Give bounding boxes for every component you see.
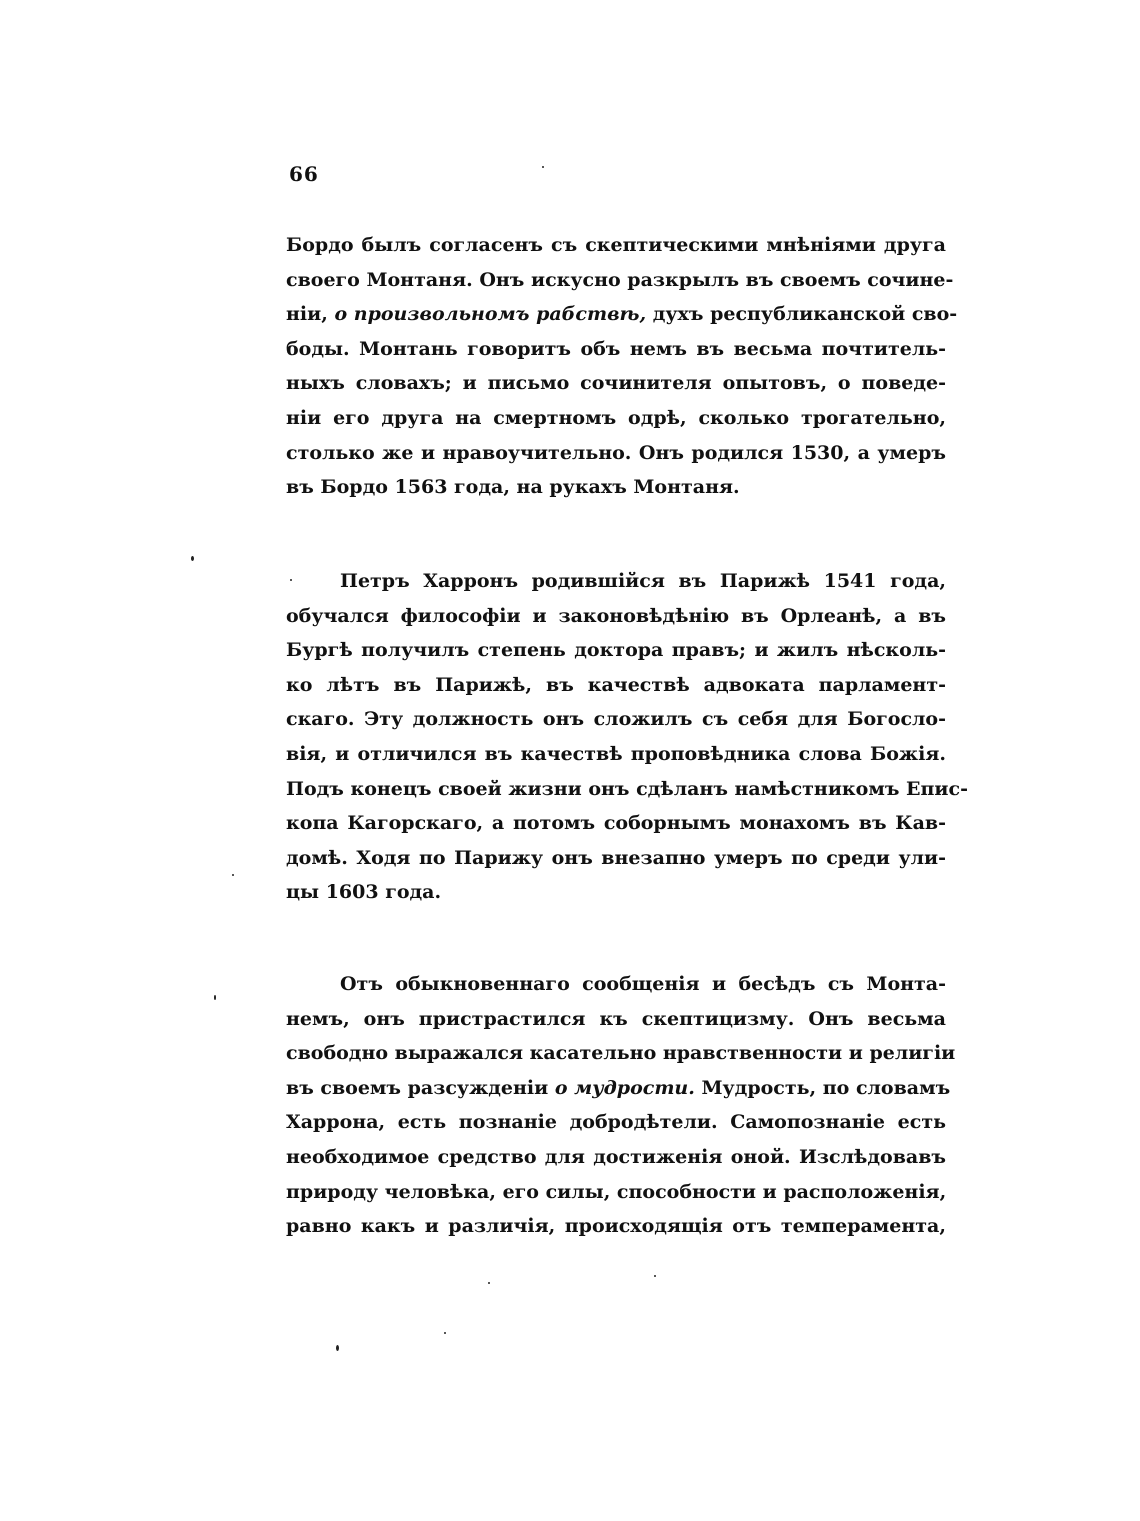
text-line: домѣ. Ходя по Парижу онъ внезапно умеръ по среди ули- — [286, 846, 946, 869]
text-line: ныхъ словахъ; и письмо сочинителя опытовъ, о поведе- — [286, 372, 946, 395]
ink-speck — [542, 166, 544, 168]
text-line: Харрона, есть познаніе добродѣтели. Самопознаніе есть — [286, 1111, 946, 1134]
text-line: скаго. Эту должность онъ сложилъ съ себя для Богосло- — [286, 708, 946, 731]
text-line: цы 1603 года. — [286, 881, 442, 904]
text-line: Петръ Харронъ родившійся въ Парижѣ 1541 года, — [340, 570, 946, 592]
italic-title: о произвольномъ рабствѣ, — [334, 303, 647, 326]
text-line: природу человѣка, его силы, способности и расположенія, — [286, 1180, 947, 1203]
text-line: равно какъ и различія, происходящія отъ темперамента, — [286, 1215, 946, 1238]
text-line: вія, и отличился въ качествѣ проповѣдника слова Божія. — [286, 742, 946, 765]
ink-speck — [654, 1275, 656, 1277]
text-line: Бордо былъ согласенъ съ скептическими мнѣніями друга — [286, 234, 946, 256]
text-fragment: Мудрость, по словамъ — [701, 1076, 951, 1099]
ink-speck — [444, 1332, 446, 1334]
text-line: копа Кагорскаго, а потомъ соборнымъ монахомъ въ Кав- — [286, 812, 946, 835]
text-fragment: духъ республиканской сво- — [652, 303, 958, 326]
text-line: ніи его друга на смертномъ одрѣ, сколько трогательно, — [286, 406, 946, 429]
text-line-mixed — [286, 297, 958, 332]
text-line: необходимое средство для достиженія оной. Изслѣдовавъ — [286, 1145, 946, 1168]
ink-speck — [191, 556, 194, 561]
text-fragment: въ своемъ разсужденіи — [286, 1076, 549, 1099]
text-line: обучался философіи и законовѣдѣнію въ Орлеанѣ, а въ — [286, 604, 946, 627]
text-line: свободно выражался касательно нравственности и религіи — [286, 1042, 956, 1065]
ink-speck — [232, 874, 234, 876]
text-line: боды. Монтань говоритъ объ немъ въ весьма почтитель- — [286, 337, 946, 360]
text-line: Отъ обыкновеннаго сообщенія и бесѣдъ съ Монта- — [340, 973, 946, 995]
text-line: ко лѣтъ въ Парижѣ, въ качествѣ адвоката парламент- — [286, 673, 946, 696]
ink-speck — [336, 1345, 339, 1351]
text-line: Бургѣ получилъ степень доктора правъ; и жилъ нѣсколь- — [286, 639, 946, 662]
text-line: столько же и нравоучительно. Онъ родился 1530, а умеръ — [286, 441, 946, 464]
page-number: 66 — [289, 162, 319, 186]
text-fragment: ніи, — [286, 303, 328, 326]
paragraph-2 — [286, 564, 968, 910]
text-line: своего Монтаня. Онъ искусно разкрылъ въ своемъ сочине- — [286, 268, 954, 291]
ink-speck — [488, 1282, 490, 1284]
ink-speck — [214, 995, 216, 1000]
text-line: въ Бордо 1563 года, на рукахъ Монтаня. — [286, 476, 740, 499]
text-line-mixed — [286, 1071, 951, 1106]
paragraph-1 — [286, 228, 958, 505]
ink-speck — [290, 579, 292, 581]
text-line: немъ, онъ пристрастился къ скептицизму. Онъ весьма — [286, 1007, 946, 1030]
italic-title: о мудрости. — [554, 1076, 695, 1099]
paragraph-3 — [286, 967, 956, 1244]
text-line: Подъ конецъ своей жизни онъ сдѣланъ намѣстникомъ Епис- — [286, 777, 968, 800]
